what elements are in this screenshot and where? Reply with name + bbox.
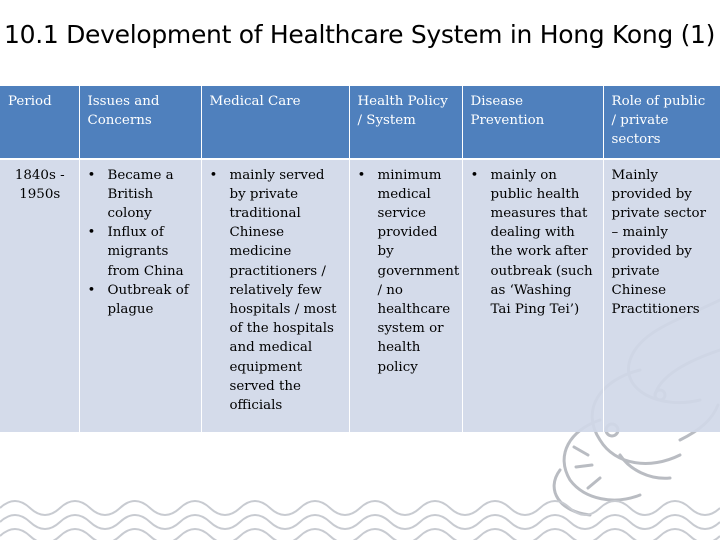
wave-border-icon: [0, 501, 720, 540]
cell-period: 1840s - 1950s: [0, 159, 79, 432]
header-health-policy: Health Policy / System: [349, 86, 462, 159]
list-item: [471, 166, 596, 320]
header-role-sectors: Role of public / private sectors: [603, 86, 720, 159]
list-item: [357, 166, 460, 377]
bullet-icon: •: [357, 167, 366, 183]
bullet-icon: •: [470, 167, 479, 183]
list-item: [88, 281, 194, 319]
cell-role-sectors: Mainly provided by private sector – mainly provided by private Chinese Practitioners: [603, 159, 720, 432]
medical-care-list: [210, 166, 342, 416]
health-policy-text: minimum medical service provided by government / no healthcare system or health policy: [377, 167, 460, 375]
issue-text: Outbreak of plague: [107, 282, 189, 318]
issues-list: [88, 166, 194, 320]
bullet-icon: •: [209, 167, 218, 183]
cell-issues: [79, 159, 201, 432]
issue-text: Influx of migrants from China: [107, 225, 184, 279]
list-item: [210, 166, 342, 416]
medical-care-text: mainly served by private traditional Chinese medicine practitioners / relatively few hospitals / most of the hospitals and medical equipment served the officials: [229, 167, 337, 414]
header-issues-concerns: Issues and Concerns: [79, 86, 201, 159]
bullet-icon: •: [87, 167, 96, 183]
cell-health-policy: [349, 159, 462, 432]
slide-title: 10.1 Development of Healthcare System in Hong Kong (1): [4, 20, 716, 49]
header-disease-prevention: Disease Prevention: [462, 86, 603, 159]
disease-prevention-text: mainly on public health measures that dealing with the work after outbreak (such as ‘Washing Tai Ping Tei’): [490, 167, 593, 318]
issue-text: Became a British colony: [107, 167, 174, 222]
bullet-icon: •: [87, 225, 96, 241]
table-row: [0, 159, 720, 432]
bullet-icon: •: [87, 282, 96, 298]
list-item: [88, 166, 194, 224]
header-period: Period: [0, 86, 79, 159]
list-item: [88, 223, 194, 281]
healthcare-development-table: [0, 86, 720, 432]
cell-medical-care: [201, 159, 349, 432]
table-header-row: [0, 86, 720, 159]
health-policy-list: [357, 166, 460, 377]
disease-prevention-list: [471, 166, 596, 320]
header-medical-care: Medical Care: [201, 86, 349, 159]
cell-disease-prevention: [462, 159, 603, 432]
